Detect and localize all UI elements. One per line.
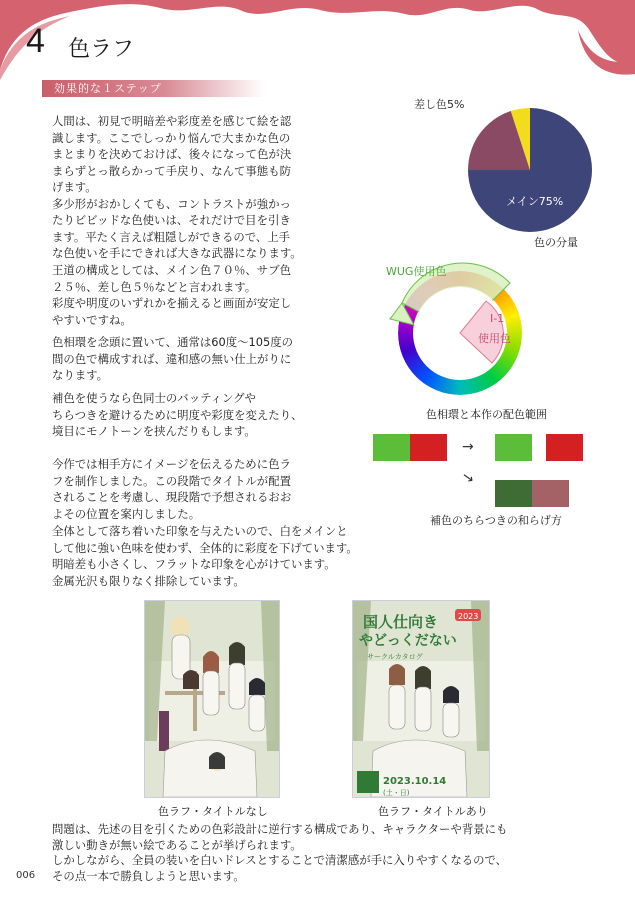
chip-dark-green [495, 480, 532, 507]
color-rough-no-title-image [144, 600, 280, 798]
paragraph-problem: 問題は、先述の目を引くための色彩設計に逆行する構成であり、キャラクターや背景にも 激しい動きが無い絵であることが挙げられます。 しかしながら、全員の装いを白いドレスとすることで清潔感が手に入りやすくなるので、 その点一本で勝負しようと思います。 [52, 822, 508, 883]
art-date-sub: (土・日) [383, 789, 410, 797]
art-title-sub: サークルカタログ [367, 653, 423, 661]
paragraph-complementary: 補色を使うなら色同士のバッティングや ちらつきを避けるために明度や彩度を変えたり、 境目にモノトーンを挟んだりもします。 [52, 391, 303, 438]
color-ratio-pie-chart [380, 94, 620, 234]
art-title-badge: 2023 [458, 612, 479, 621]
art-caption-no-title: 色ラフ・タイトルなし [158, 805, 268, 818]
inner-label-1: I-1 [490, 312, 505, 325]
pie-slice-label: 差し色5% [414, 98, 465, 111]
paragraph-color-wheel: 色相環を念頭に置いて、通常は60度〜105度の 間の色で構成すれば、違和感の無い仕上がりに なります。 [52, 335, 294, 382]
art-title-line-2: やどっくだない [359, 633, 457, 649]
pie-slice-label: サブ 25% [427, 148, 452, 177]
chapter-number: 4 [26, 22, 45, 60]
pie-slice-label: メイン75% [506, 195, 564, 208]
art-title-line-1: 国人仕向き [363, 613, 439, 631]
page-number: 006 [16, 870, 36, 881]
paragraph-color-ratio: 王道の構成としては、メイン色７０％、サブ色 ２５％、差し色５％などと言われます。 彩度や明度のいずれかを揃えると画面が安定し やすいですね。 [52, 263, 292, 327]
chip-muted-red [532, 480, 569, 507]
pie-caption: 色の分量 [534, 236, 578, 249]
chapter-title: 色ラフ [68, 37, 135, 62]
paragraph-this-work: 今作では相手方にイメージを伝えるために色ラ フを制作しました。この段階でタイトルが配置 されることを考慮し、現段階で予想されるおお よその位置を案内しました。 [52, 457, 292, 521]
wheel-caption: 色相環と本作の配色範囲 [426, 408, 547, 421]
color-rough-with-title-image [352, 600, 490, 798]
chip-green [373, 434, 410, 461]
flicker-caption: 補色のちらつきの和らげ方 [430, 514, 562, 527]
chip-green-separated [495, 434, 532, 461]
art-caption-with-title: 色ラフ・タイトルあり [378, 805, 488, 818]
wug-color-label: WUG使用色 [386, 265, 447, 278]
chip-red-separated [546, 434, 583, 461]
chip-red [410, 434, 447, 461]
inner-label-2: 使用色 [478, 332, 511, 345]
paragraph-calm-impression: 全体として落ち着いた印象を与えたいので、白をメインと して他に強い色味を使わず、全体的に彩度を下げています。 明暗差も小さくし、フラットな印象を心がけています。 金属光沢も限りなく排除しています。 [52, 524, 358, 588]
arrow-right-icon: → [462, 439, 474, 455]
paragraph-first-impression: 人間は、初見で明暗差や彩度差を感じて絵を認 識します。ここでしっかり悩んで大まかな色の まとまりを決めておけば、後々になって色が決 まらずとっ散らかって手戻り、なんて事態も防 げます。 多少形がおかしくても、コントラストが強かっ たりビビッドな色使いは、それだけで目を引き ます。平たく言えば粗隠しができるので、上手 な色使いを手にできれば大きな武器になります。 [52, 114, 302, 260]
section-label: 効果的な１ステップ [42, 80, 264, 97]
arrow-down-right-icon: → [458, 468, 478, 488]
art-date: 2023.10.14 [383, 776, 447, 787]
